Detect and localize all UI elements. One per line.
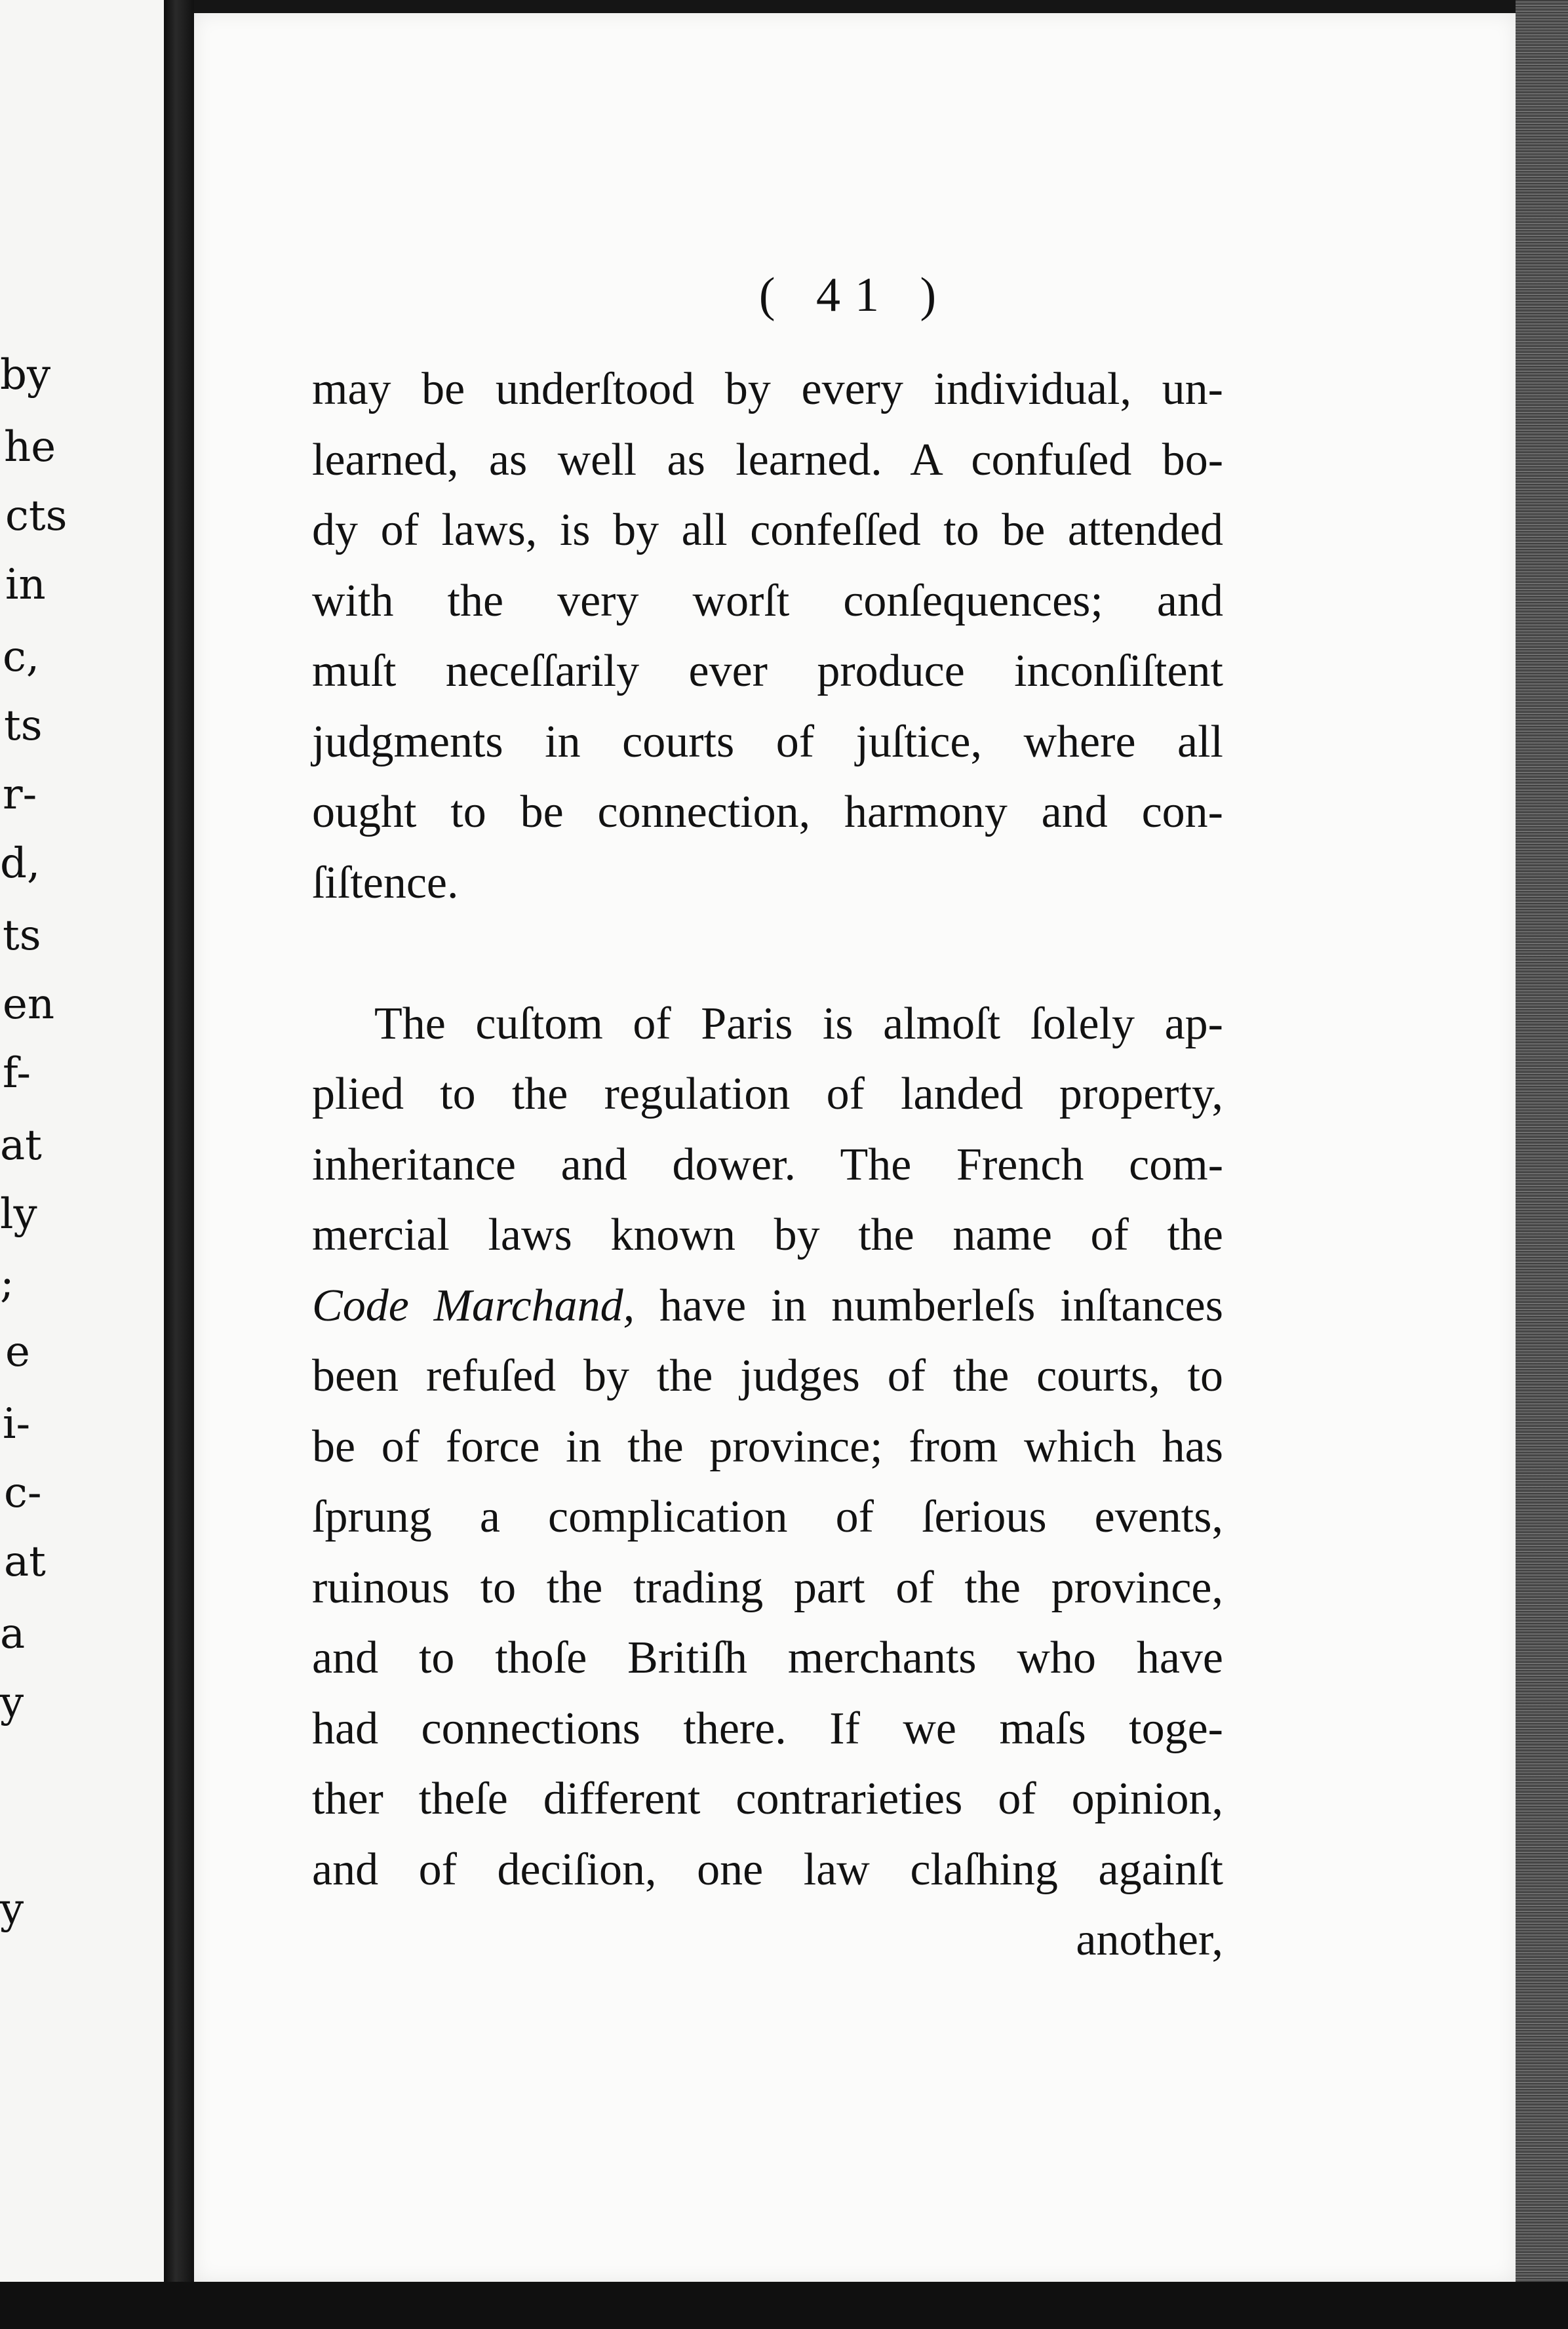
book-page xyxy=(194,13,1516,2282)
text-line: and to thoſe Britiſh merchants who have xyxy=(312,1633,1223,1683)
page-number: ( 41 ) xyxy=(758,268,951,322)
previous-page-text-fragment: d, xyxy=(0,839,41,888)
previous-page-text-fragment: en xyxy=(3,980,55,1029)
text-line: judgments in courts of juſtice, where all xyxy=(312,716,1223,767)
text-line: dy of laws, is by all confeſſed to be attended xyxy=(312,505,1223,555)
scan-bottom-border xyxy=(0,2282,1568,2329)
text-line: mercial laws known by the name of the xyxy=(312,1210,1223,1260)
previous-page-text-fragment: ts xyxy=(4,702,43,750)
previous-page-text-fragment: e xyxy=(5,1328,30,1376)
text-line: ſprung a complication of ſerious events, xyxy=(312,1492,1223,1542)
previous-page-edge xyxy=(0,0,168,2282)
text-line: muſt neceſſarily ever produce inconſiſtent xyxy=(312,646,1223,696)
catchword: another, xyxy=(1076,1915,1223,1965)
text-line: ther theſe different contrarieties of opinion, xyxy=(312,1774,1223,1824)
text-line: may be underſtood by every individual, un- xyxy=(312,364,1223,414)
text-line: The cuſtom of Paris is almoſt ſolely ap- xyxy=(374,998,1223,1049)
previous-page-text-fragment: cts xyxy=(5,492,68,540)
previous-page-text-fragment: by xyxy=(0,351,51,399)
previous-page-text-fragment: at xyxy=(0,1121,42,1170)
previous-page-text-fragment: ts xyxy=(3,911,41,960)
text-line: been refuſed by the judges of the courts, to xyxy=(312,1351,1223,1401)
previous-page-text-fragment: ly xyxy=(0,1190,37,1239)
book-gutter xyxy=(164,0,194,2329)
previous-page-text-fragment: he xyxy=(4,423,56,471)
previous-page-text-fragment: c- xyxy=(4,1469,42,1517)
previous-page-text-fragment: y xyxy=(0,1679,24,1727)
text-line: ſiſtence. xyxy=(312,857,459,908)
previous-page-text-fragment: a xyxy=(0,1610,26,1658)
text-line: be of force in the province; from which has xyxy=(312,1421,1223,1472)
text-line: inheritance and dower. The French com- xyxy=(312,1139,1223,1190)
text-line: with the very worſt conſequences; and xyxy=(312,575,1223,626)
text-line: had connections there. If we maſs toge- xyxy=(312,1703,1223,1754)
previous-page-text-fragment: ; xyxy=(0,1259,14,1307)
page-body-text xyxy=(312,354,1223,1976)
text-line: learned, as well as learned. A confuſed bo- xyxy=(312,434,1223,485)
text-line: ought to be connection, harmony and con- xyxy=(312,787,1223,837)
text-line-with-italic: Code Marchand, have in numberleſs inſtances xyxy=(312,1280,1223,1331)
previous-page-text-fragment: in xyxy=(5,561,46,609)
text-line: ruinous to the trading part of the province, xyxy=(312,1562,1223,1613)
previous-page-text-fragment: i- xyxy=(3,1400,31,1448)
previous-page-text-fragment: y xyxy=(0,1885,24,1934)
previous-page-text-fragment: r- xyxy=(3,770,37,819)
italic-title: Code Marchand, xyxy=(312,1280,635,1331)
previous-page-text-fragment: c, xyxy=(3,633,40,681)
previous-page-text-fragment: at xyxy=(4,1538,46,1586)
text-line: and of deciſion, one law claſhing againſt xyxy=(312,1844,1223,1895)
paragraph-break xyxy=(312,918,1223,989)
text-line: plied to the regulation of landed property, xyxy=(312,1069,1223,1119)
previous-page-text-fragment: f- xyxy=(3,1049,31,1098)
page-stack-edge xyxy=(1516,0,1568,2329)
